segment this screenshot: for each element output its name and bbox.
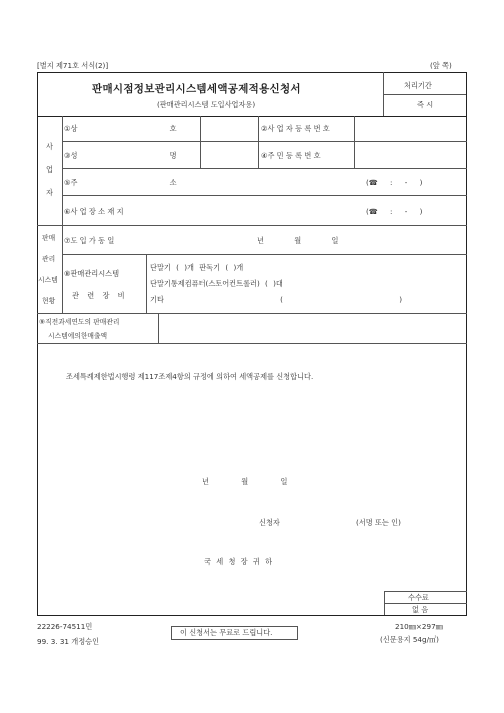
owner-group-char-1: 사 — [46, 142, 53, 151]
form-title: 판매시점정보관리시스템세액공제적용신청서 — [92, 83, 301, 95]
business-location-input[interactable] — [201, 196, 361, 224]
owner-group-char-3: 자 — [46, 188, 53, 197]
recipient: 국 세 청 장 귀 하 — [204, 557, 273, 566]
footer-code: 22226-74511민 — [37, 622, 93, 631]
system-group-char-2: 관리 — [42, 255, 56, 263]
free-notice: 이 신청서는 무료로 드립니다. — [180, 628, 273, 637]
application-date: 년 월 일 — [202, 477, 288, 486]
field-name: ③성 명 — [64, 151, 177, 160]
trade-name-input[interactable] — [201, 117, 257, 140]
field-sales-line1: ⑨직전과세연도의 판매관리 — [39, 318, 120, 326]
field-address: ⑤주 소 — [64, 178, 177, 187]
start-date-value: 년 월 일 — [257, 236, 339, 245]
free-notice-box — [171, 626, 298, 640]
form-subtitle: (판매관리시스템 도입사업자용) — [157, 100, 256, 109]
equipment-other: 기타 ( ) — [150, 295, 403, 304]
footer-approval: 99. 3. 31 개정승인 — [37, 637, 100, 646]
equipment-terminals: 단말기 ( )개 판독기 ( )개 — [150, 263, 244, 272]
applicant-label: 신청자 — [259, 518, 280, 527]
footer-paper: (신문용지 54g/㎡) — [380, 635, 439, 644]
resident-no-input[interactable] — [355, 142, 465, 167]
location-phone: (☎ : - ) — [366, 207, 423, 216]
field-start-date: ⑦도 입 가 동 일 — [64, 236, 115, 245]
name-input[interactable] — [201, 142, 257, 167]
field-business-location: ⑥사 업 장 소 재 지 — [64, 207, 124, 216]
field-sales-line2: 시스템에의한매출액 — [48, 332, 108, 340]
fee-label: 수수료 — [408, 593, 429, 602]
field-resident-no: ④주 민 등 록 번 호 — [261, 151, 321, 160]
address-input[interactable] — [201, 169, 361, 194]
processing-value: 즉 시 — [417, 100, 434, 109]
fee-value: 없 음 — [412, 605, 429, 614]
owner-group-char-2: 업 — [46, 165, 53, 174]
field-trade-name: ①상 호 — [64, 124, 177, 133]
field-business-reg-no: ②사 업 자 등 록 번 호 — [261, 124, 330, 133]
page-side: (앞 쪽) — [430, 61, 452, 70]
field-equipment-line2: 관 련 장 비 — [72, 291, 125, 300]
system-group-char-1: 판매 — [42, 234, 56, 242]
application-statement: 조세특례제한법시행령 제117조제4항의 규정에 의하여 세액공제를 신청합니다. — [66, 372, 314, 381]
equipment-controller: 단말기통제컴퓨터(스토어컨트롤러) ( )대 — [150, 279, 283, 288]
processing-label: 처리기간 — [404, 81, 432, 90]
sales-amount-input[interactable] — [159, 314, 465, 342]
footer-size: 210㎜×297㎜ — [395, 622, 443, 631]
form-id: [별지 제71호 서식(2)] — [37, 61, 109, 70]
applicant-sign: (서명 또는 인) — [356, 518, 401, 527]
address-phone: (☎ : - ) — [366, 178, 423, 187]
business-reg-no-input[interactable] — [355, 117, 465, 140]
system-group-char-3: 시스템 — [38, 276, 58, 284]
system-group-char-4: 현황 — [42, 297, 56, 305]
field-equipment-line1: ⑧판매관리시스템 — [64, 269, 120, 278]
